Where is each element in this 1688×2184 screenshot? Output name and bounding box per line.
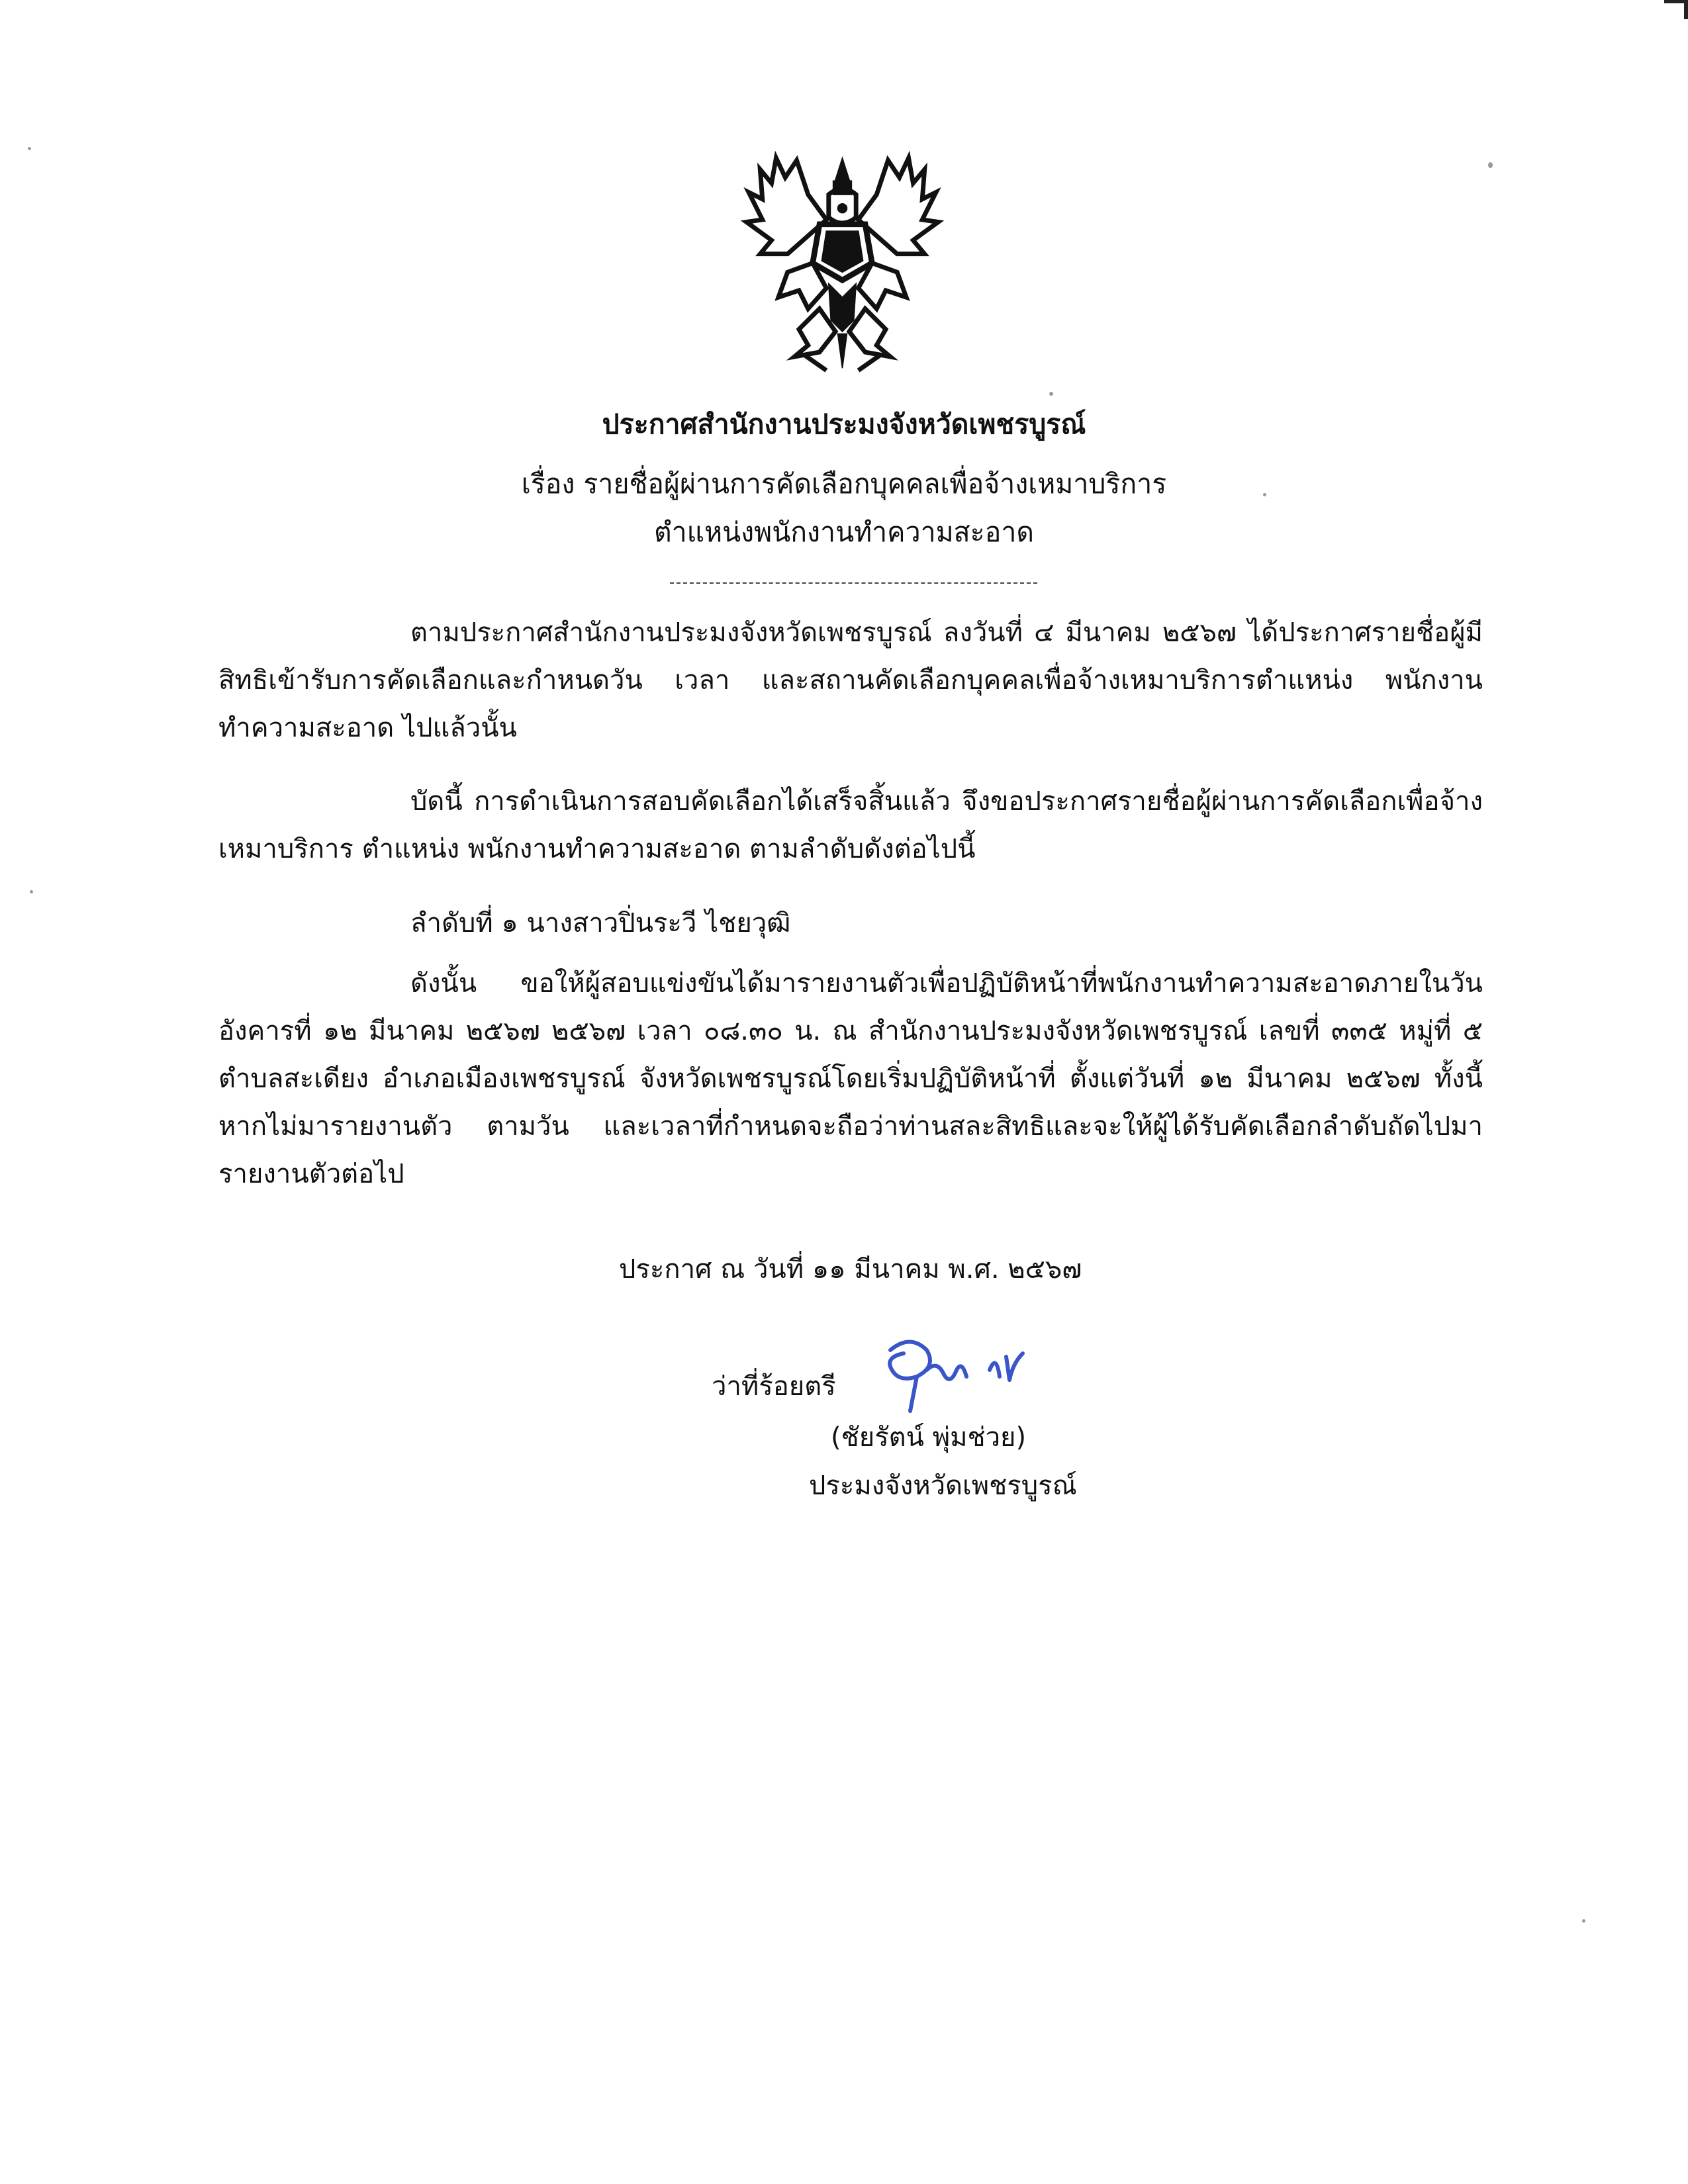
paragraph-text: บัดนี้ การดำเนินการสอบคัดเลือกได้เสร็จสิ้นแล้ว จึงขอประกาศรายชื่อผู้ผ่านการคัดเลือกเพื่อจ้างเหมาบริการ ตำแหน่ง พนักงานทำความสะอาด ตามลำดับดังต่อไปนี้ — [218, 786, 1483, 864]
announcement-date: ประกาศ ณ วันที่ ๑๑ มีนาคม พ.ศ. ๒๕๖๗ — [619, 1254, 1082, 1285]
garuda-emblem-icon — [728, 149, 957, 377]
paragraph-report-instructions — [218, 960, 1483, 1198]
header-separator — [670, 582, 1037, 584]
ranking-line: ลำดับที่ ๑ นางสาวปิ่นระวี ไชยวุฒิ — [410, 908, 791, 938]
paragraph-text: ตามประกาศสำนักงานประมงจังหวัดเพชรบูรณ์ ลงวันที่ ๔ มีนาคม ๒๕๖๗ ได้ประกาศรายชื่อผู้มีสิทธิเข้ารับการคัดเลือกและกำหนดวัน เวลา และสถานคัดเลือกบุคคลเพื่อจ้างเหมาบริการตำแหน่ง พนักงานทำความสะอาด ไปแล้วนั้น — [218, 617, 1483, 743]
scan-speck — [1582, 1919, 1585, 1923]
announcement-subject: เรื่อง รายชื่อผู้ผ่านการคัดเลือกบุคคลเพื่อจ้างเหมาบริการ — [521, 468, 1167, 500]
paragraph-announcement-reference — [218, 609, 1483, 752]
scan-speck — [1049, 392, 1053, 396]
handwritten-signature-icon — [864, 1330, 1062, 1416]
signer-title: ประมงจังหวัดเพชรบูรณ์ — [809, 1471, 1077, 1501]
paragraph-text: ดังนั้น ขอให้ผู้สอบแข่งขันได้มารายงานตัวเพื่อปฏิบัติหน้าที่พนักงานทำความสะอาดภายในวันอังคารที่ ๑๒ มีนาคม ๒๕๖๗ ๒๕๖๗ เวลา ๐๘.๓๐ น. ณ สำนักงานประมงจังหวัดเพชรบูรณ์ เลขที่ ๓๓๕ หมู่ที่ ๕ ตำบลสะเดียง อำเภอเมืองเพชรบูรณ์ จังหวัดเพชรบูรณ์โดยเริ่มปฏิบัติหน้าที่ ตั้งแต่วันที่ ๑๒ มีนาคม ๒๕๖๗ ทั้งนี้หากไม่มารายงานตัว ตามวัน และเวลาที่กำหนดจะถือว่าท่านสละสิทธิและจะให้ผู้ได้รับคัดเลือกลำดับถัดไปมารายงานตัวต่อไป — [218, 968, 1483, 1189]
signer-rank: ว่าที่ร้อยตรี — [712, 1371, 836, 1402]
scan-speck — [28, 147, 31, 150]
scan-corner-mark — [1664, 0, 1688, 19]
scan-speck — [1488, 162, 1493, 168]
announcement-title: ประกาศสำนักงานประมงจังหวัดเพชรบูรณ์ — [602, 408, 1086, 440]
scan-speck — [30, 890, 33, 893]
paragraph-selection-result — [218, 778, 1483, 873]
announcement-position: ตำแหน่งพนักงานทำความสะอาด — [654, 516, 1034, 548]
signer-name: (ชัยรัตน์ พุ่มช่วย) — [831, 1422, 1027, 1453]
